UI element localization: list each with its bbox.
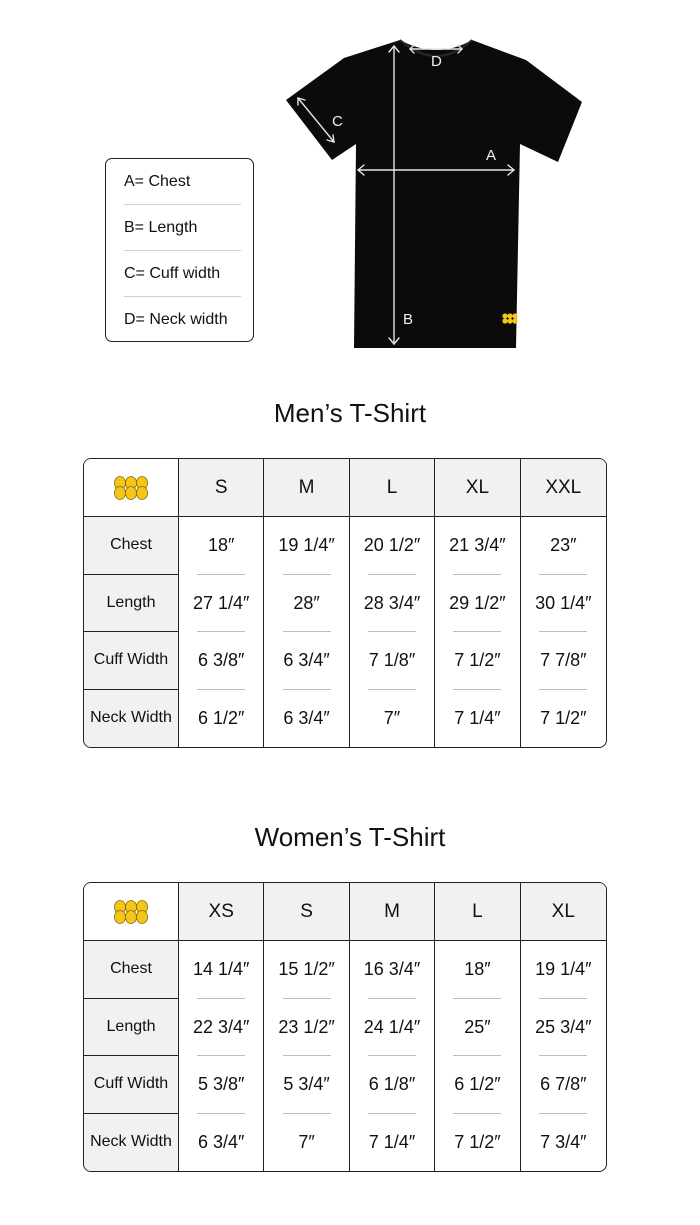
mens-cell: 7″ <box>350 690 435 748</box>
mens-cell: 6 3/4″ <box>264 632 349 690</box>
womens-row-label: Cuff Width <box>84 1056 179 1114</box>
mens-size-header: L <box>350 459 435 517</box>
legend-item-neck-width: D= Neck width <box>124 311 228 328</box>
womens-cell: 6 7/8″ <box>521 1056 606 1114</box>
womens-cell: 7 1/4″ <box>350 1114 435 1172</box>
womens-cell: 5 3/8″ <box>179 1056 264 1114</box>
mens-cell: 7 1/2″ <box>435 632 520 690</box>
womens-cell: 18″ <box>435 941 520 999</box>
mens-cell: 29 1/2″ <box>435 575 520 633</box>
legend-item-cuff-width: C= Cuff width <box>124 251 241 297</box>
womens-cell: 7″ <box>264 1114 349 1172</box>
mens-size-table <box>83 458 607 748</box>
mens-row-label: Chest <box>84 517 179 575</box>
mens-cell: 7 7/8″ <box>521 632 606 690</box>
mens-cell: 28″ <box>264 575 349 633</box>
womens-cell: 6 3/4″ <box>179 1114 264 1172</box>
womens-cell: 23 1/2″ <box>264 999 349 1057</box>
mens-cell: 6 3/8″ <box>179 632 264 690</box>
label-d: D <box>431 53 442 70</box>
womens-cell: 24 1/4″ <box>350 999 435 1057</box>
womens-row-label: Chest <box>84 941 179 999</box>
womens-cell: 22 3/4″ <box>179 999 264 1057</box>
womens-cell: 19 1/4″ <box>521 941 606 999</box>
womens-cell: 5 3/4″ <box>264 1056 349 1114</box>
mens-size-header: S <box>179 459 264 517</box>
mens-row-label: Neck Width <box>84 690 179 748</box>
womens-section-title: Women’s T-Shirt <box>254 822 446 852</box>
mens-row-label: Cuff Width <box>84 632 179 690</box>
mens-cell: 6 3/4″ <box>264 690 349 748</box>
mens-cell: 30 1/4″ <box>521 575 606 633</box>
label-b: B <box>403 311 414 328</box>
mens-size-header: XL <box>435 459 520 517</box>
mens-cell: 21 3/4″ <box>435 517 520 575</box>
mens-cell: 7 1/4″ <box>435 690 520 748</box>
womens-size-header: XS <box>179 883 264 941</box>
mens-cell: 27 1/4″ <box>179 575 264 633</box>
womens-size-header: L <box>435 883 520 941</box>
mens-cell: 23″ <box>521 517 606 575</box>
womens-size-table <box>83 882 607 1172</box>
womens-row-label: Neck Width <box>84 1114 179 1172</box>
measurement-legend <box>105 158 254 342</box>
tshirt-silhouette <box>286 40 582 348</box>
mens-cell: 20 1/2″ <box>350 517 435 575</box>
womens-cell: 25″ <box>435 999 520 1057</box>
womens-cell: 7 3/4″ <box>540 1131 587 1152</box>
womens-cell: 6 1/2″ <box>435 1056 520 1114</box>
label-a: A <box>486 147 497 164</box>
mens-row-label: Length <box>84 575 179 633</box>
womens-cell: 16 3/4″ <box>350 941 435 999</box>
mens-cell: 28 3/4″ <box>350 575 435 633</box>
womens-cell: 6 1/8″ <box>350 1056 435 1114</box>
womens-cell: 15 1/2″ <box>264 941 349 999</box>
womens-cell: 7 1/2″ <box>435 1114 520 1172</box>
mens-cell: 18″ <box>179 517 264 575</box>
mens-cell: 7 1/8″ <box>350 632 435 690</box>
legend-item-length: B= Length <box>124 205 241 251</box>
mens-size-header: XXL <box>521 459 606 517</box>
honeycomb-logo-icon <box>113 475 149 501</box>
womens-cell: 14 1/4″ <box>179 941 264 999</box>
tshirt-measurement-diagram <box>282 34 586 354</box>
mens-size-header: M <box>264 459 349 517</box>
mens-section-title: Men’s T-Shirt <box>273 398 427 428</box>
honeycomb-logo-icon <box>113 899 149 925</box>
womens-row-label: Length <box>84 999 179 1057</box>
legend-item-chest: A= Chest <box>124 159 241 205</box>
womens-size-header: XL <box>521 883 606 941</box>
mens-cell: 6 1/2″ <box>179 690 264 748</box>
womens-size-header: M <box>350 883 435 941</box>
mens-cell: 19 1/4″ <box>264 517 349 575</box>
womens-size-header: S <box>264 883 349 941</box>
mens-cell: 7 1/2″ <box>540 707 587 728</box>
womens-cell: 25 3/4″ <box>521 999 606 1057</box>
womens-table-corner <box>84 883 179 941</box>
mens-table-corner <box>84 459 179 517</box>
shirt-logo-icon <box>502 313 517 323</box>
label-c: C <box>332 113 343 130</box>
